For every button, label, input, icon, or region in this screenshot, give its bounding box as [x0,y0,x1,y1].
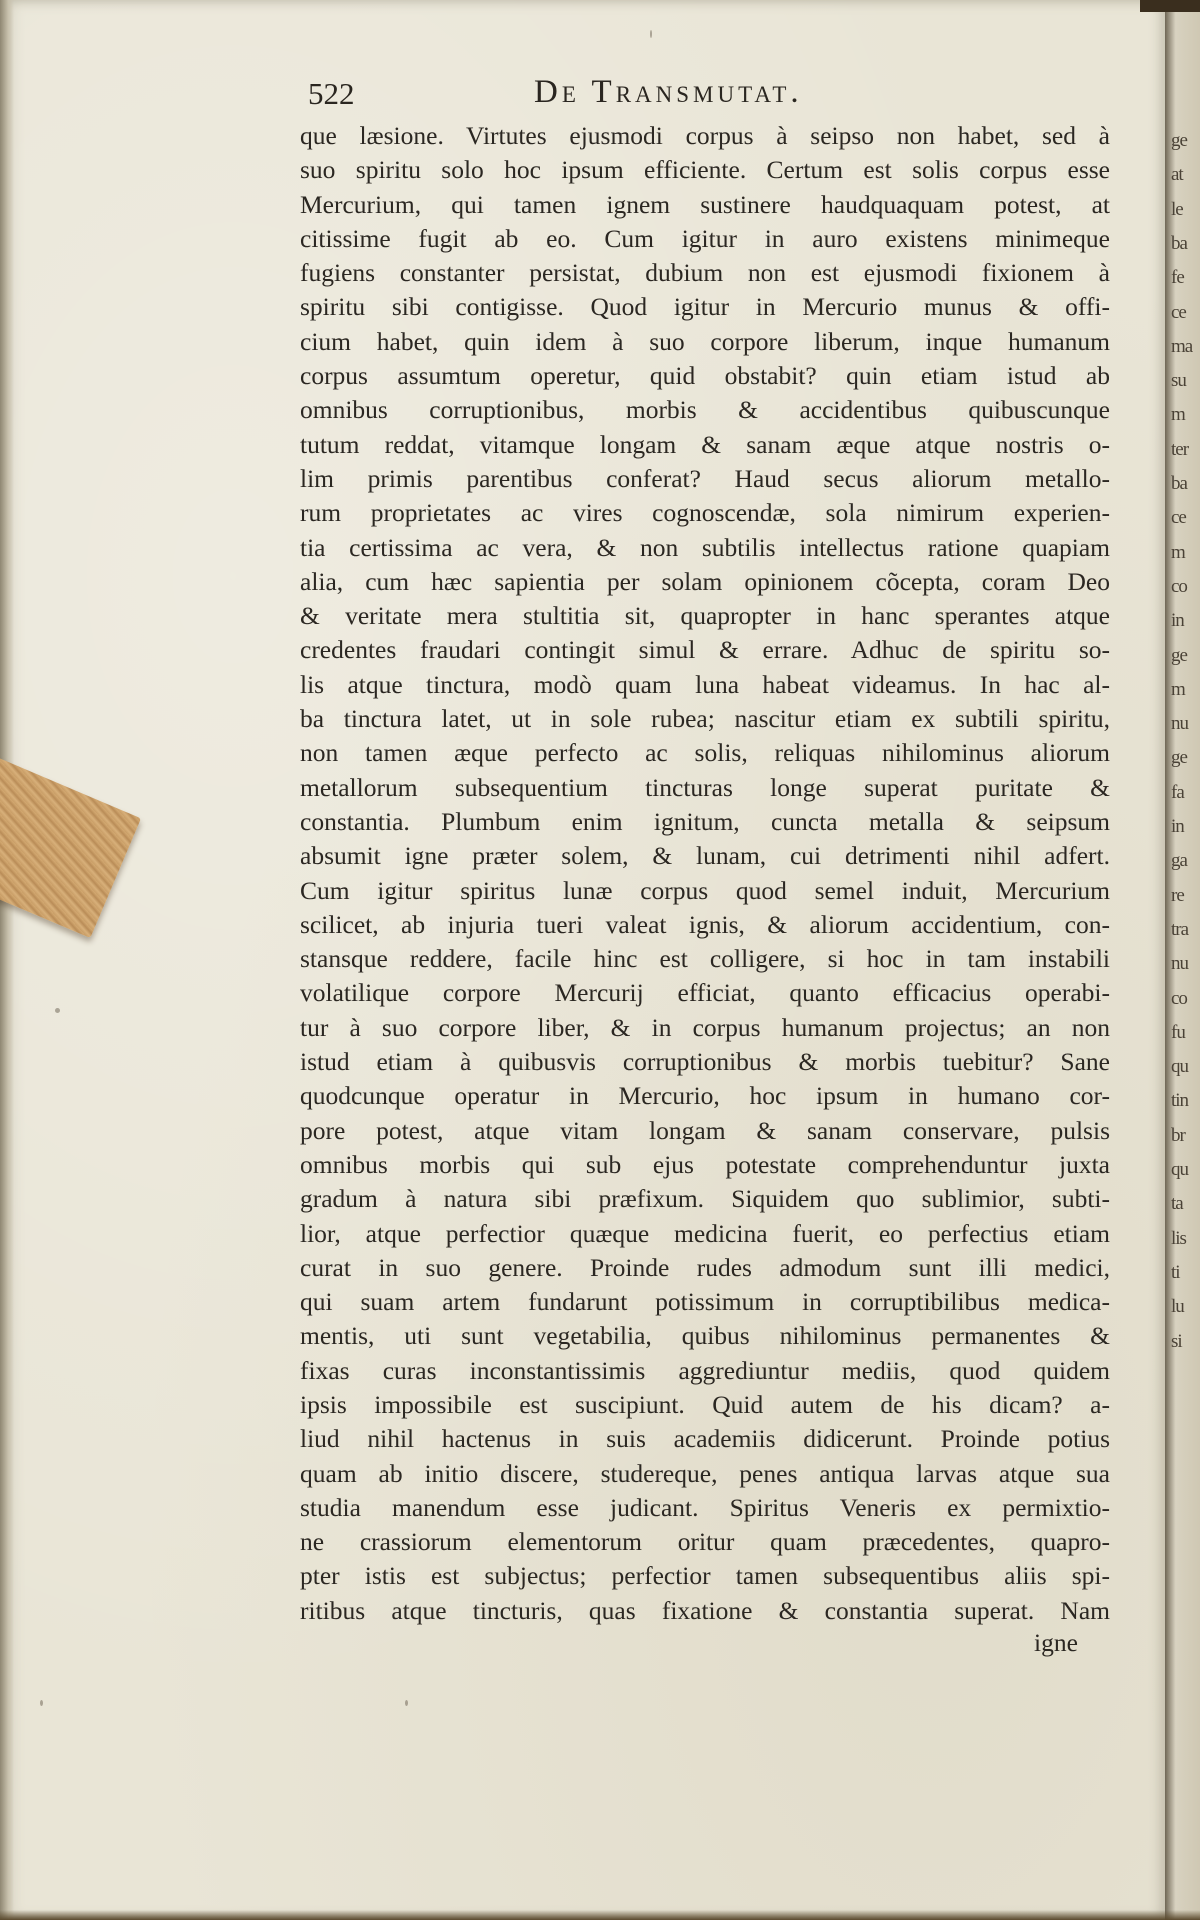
text-line: Cum igitur spiritus lunæ corpus quod semel induit, Mercurium [300,875,1110,905]
text-line: metallorum subsequentium tincturas longe superat puritate & [300,772,1110,802]
facing-page-fragment: fu [1171,1021,1185,1043]
text-line: lis atque tinctura, modò quam luna habeat videamus. In hac al- [300,669,1110,699]
facing-page-fragment: ga [1171,850,1187,872]
page-number: 522 [308,76,355,111]
facing-page-fragment: ti [1171,1261,1180,1283]
text-line: cium habet, quin idem à suo corpore liberum, inque humanum [300,326,1110,356]
facing-page-fragment: ge [1171,644,1187,666]
text-line: ipsis impossibile est suscipiunt. Quid autem de his dicam? a- [300,1389,1110,1419]
text-line: rum proprietates ac vires cognoscendæ, sola nimirum experien- [300,498,1110,528]
text-line: ritibus atque tincturis, quas fixatione & constantia superat. Nam [300,1595,1110,1625]
page-header [308,76,1128,116]
binding-corner [1140,0,1200,12]
facing-page-fragment: at [1171,164,1183,186]
text-line: alia, cum hæc sapientia per solam opinionem cõcepta, coram Deo [300,566,1110,596]
paper-speck [55,1008,60,1013]
facing-page-fragment: qu [1171,1056,1188,1078]
facing-page-fragment: ge [1171,130,1187,151]
text-line: studia manendum esse judicant. Spiritus Veneris ex permixtio- [300,1492,1110,1522]
text-line: ne crassiorum elementorum oritur quam præcedentes, quapro- [300,1527,1110,1557]
page-gutter-shadow [0,0,14,1920]
paper-speck [650,30,652,38]
text-line: citissime fugit ab eo. Cum igitur in auro existens minimeque [300,223,1110,253]
running-title: De Transmutat. [534,74,803,110]
text-line: omnibus morbis qui sub ejus potestate comprehenduntur juxta [300,1149,1110,1179]
text-line: que læsione. Virtutes ejusmodi corpus à seipso non habet, sed à [300,121,1110,150]
facing-page-fragment: ma [1171,335,1193,357]
facing-page-fragment: re [1171,884,1184,906]
text-line: tutum reddat, vitamque longam & sanam æque atque nostris o- [300,429,1110,459]
catchword: igne [1034,1628,1078,1657]
facing-page-fragment: ba [1171,232,1187,254]
text-line: qui suam artem fundarunt potissimum in corruptibilibus medica- [300,1287,1110,1317]
text-line: lior, atque perfectior quæque medicina fuerit, eo perfectius etiam [300,1218,1110,1248]
paper-speck [405,1700,408,1706]
facing-page-fragment: si [1171,1330,1182,1352]
facing-page-fragment: ba [1171,473,1187,494]
facing-page-fragment: lis [1171,1227,1186,1249]
text-line: & veritate mera stultitia sit, quapropter in hanc sperantes atque [300,601,1110,631]
facing-page-fragment: tin [1171,1090,1189,1112]
text-line: spiritu sibi contigisse. Quod igitur in Mercurio munus & offi- [300,292,1110,322]
body-text [300,119,1110,1628]
text-line: quam ab initio discere, studereque, penes antiqua larvas atque sua [300,1458,1110,1488]
text-line: stansque reddere, facile hinc est colligere, si hoc in tam instabili [300,944,1110,974]
text-line: tur à suo corpore liber, & in corpus humanum projectus; an non [300,1012,1110,1042]
facing-page-fragment: fa [1171,781,1184,803]
facing-page-fragment: ter [1171,438,1189,460]
text-line: constantia. Plumbum enim ignitum, cuncta metalla & seipsum [300,806,1110,836]
text-line: corpus assumtum operetur, quid obstabit? quin etiam istud ab [300,361,1110,391]
facing-page-fragment: tra [1171,918,1189,940]
facing-page-fragment: lu [1171,1296,1184,1318]
facing-page-fragment: nu [1171,713,1188,735]
text-line: liud nihil hactenus in suis academiis didicerunt. Proinde potius [300,1424,1110,1454]
text-line: pore potest, atque vitam longam & sanam conservare, pulsis [300,1115,1110,1145]
facing-page-fragment: in [1171,816,1184,837]
bottom-binding-edge [0,1910,1200,1920]
facing-page-fragment: m [1171,541,1185,563]
text-line: istud etiam à quibusvis corruptionibus & morbis tuebitur? Sane [300,1047,1110,1077]
text-line: credentes fraudari contingit simul & errare. Adhuc de spiritu so- [300,635,1110,665]
facing-page-edge [1165,0,1200,1920]
text-line: omnibus corruptionibus, morbis & accidentibus quibuscunque [300,395,1110,425]
facing-page-fragment: co [1171,575,1187,597]
text-line: Mercurium, qui tamen ignem sustinere haudquaquam potest, at [300,189,1110,219]
facing-page-fragment: ta [1171,1193,1183,1215]
paper-speck [40,1700,43,1706]
text-line: pter istis est subjectus; perfectior tamen subsequentibus aliis spi- [300,1561,1110,1591]
text-line: fugiens constanter persistat, dubium non est ejusmodi fixionem à [300,258,1110,288]
facing-page-fragment: su [1171,370,1186,392]
text-line: curat in suo genere. Proinde rudes admodum sunt illi medici, [300,1252,1110,1282]
facing-page-fragment: le [1171,198,1183,220]
text-line: absumit igne præter solem, & lunam, cui detrimenti nihil adfert. [300,841,1110,871]
facing-page-fragment: fe [1171,267,1184,289]
facing-page-fragment: br [1171,1124,1185,1146]
text-line: ba tinctura latet, ut in sole rubea; nascitur etiam ex subtili spiritu, [300,704,1110,734]
text-line: fixas curas inconstantissimis aggrediuntur mediis, quod quidem [300,1355,1110,1385]
text-line: mentis, uti sunt vegetabilia, quibus nihilominus permanentes & [300,1321,1110,1351]
facing-page-fragment: ce [1171,507,1186,529]
text-line: tia certissima ac vera, & non subtilis intellectus ratione quapiam [300,532,1110,562]
text-line: non tamen æque perfecto ac solis, reliquas nihilominus aliorum [300,738,1110,768]
text-line: quodcunque operatur in Mercurio, hoc ipsum in humano cor- [300,1081,1110,1111]
facing-page-fragment: ge [1171,747,1187,769]
text-line: lim primis parentibus conferat? Haud secus aliorum metallo- [300,463,1110,493]
text-line: volatilique corpore Mercurij efficiat, quanto efficacius operabi- [300,978,1110,1008]
text-line: gradum à natura sibi præfixum. Siquidem quo sublimior, subti- [300,1184,1110,1214]
facing-page-fragment: m [1171,404,1185,426]
facing-page-fragment: nu [1171,953,1188,975]
facing-page-fragment: in [1171,610,1184,632]
facing-page-fragment: m [1171,678,1185,700]
facing-page-fragment: qu [1171,1159,1188,1180]
facing-page-fragment: co [1171,987,1187,1009]
text-line: scilicet, ab injuria tueri valeat ignis, & aliorum accidentium, con- [300,909,1110,939]
text-line: suo spiritu solo hoc ipsum efficiente. Certum est solis corpus esse [300,155,1110,185]
facing-page-fragment: ce [1171,301,1186,323]
